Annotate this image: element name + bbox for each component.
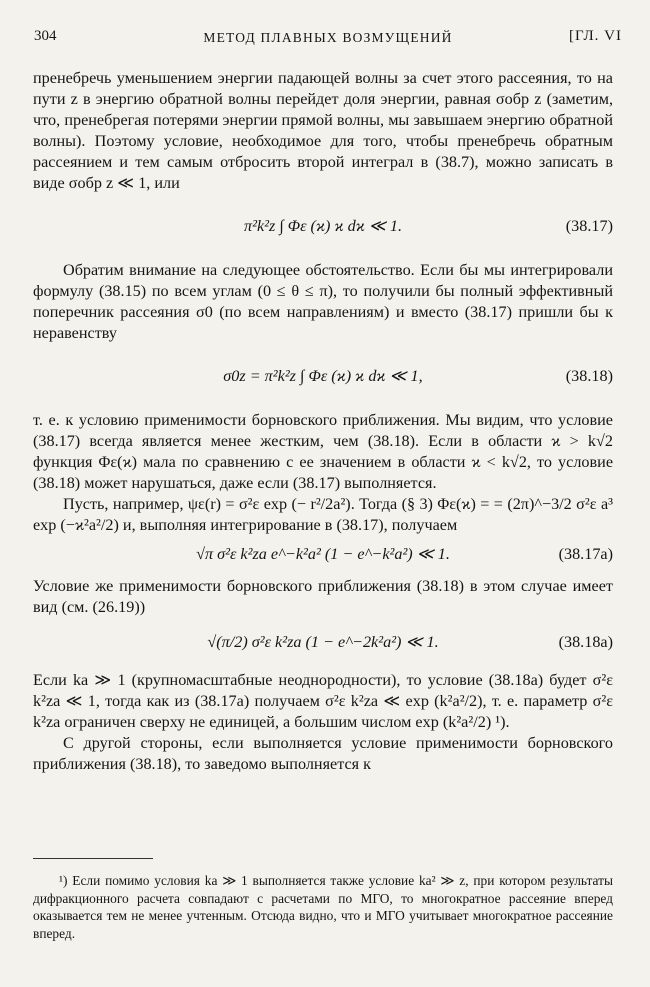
paragraph-2: Обратим внимание на следующее обстоятельство. Если бы мы интегрировали формулу (38.15) по всем углам (0 ≤ θ ≤ π), то получили бы полный эффективный поперечник рассеяния σ0 (по всем направлениям) и вместо (38.17) пришли бы к неравенству: [33, 261, 613, 342]
paragraph-1: пренебречь уменьшением энергии падающей волны за счет этого рассеяния, то на пути z в энергию обратной волны перейдет доля энергии, равная σобр z (заметим, что, пренебрегая потерями энергии прямой волны, мы завышаем энергию обратной волны). Поэтому условие, необходимое для того, чтобы пренебречь обратным рассеянием и тем самым отбросить второй интеграл в (38.7), можно записать в виде σобр z ≪ 1, или: [33, 69, 613, 192]
paragraph-7: С другой стороны, если выполняется условие применимости борновского приближения (38.18), то заведомо выполняется к: [33, 734, 613, 773]
equation-38-18a: [33, 620, 613, 664]
paragraph-3: т. е. к условию применимости борновского приближения. Мы видим, что условие (38.17) всегда является менее жестким, чем (38.18). Если в области ϰ > k√2 функция Φε(ϰ) мала по сравнению с ее значением в области ϰ < k√2, то условие (38.18) может нарушаться, даже если (38.17) выполняется.: [33, 411, 613, 492]
paragraph-5: Условие же применимости борновского приближения (38.18) в этом случае имеет вид (см. (26.19)): [33, 577, 613, 616]
page-header: [34, 28, 622, 52]
equation-38-17a: [33, 538, 613, 572]
equation-38-18: [33, 348, 613, 402]
paragraph-6: Если ka ≫ 1 (крупномасштабные неоднородности), то условие (38.18а) будет σ²ε k²za ≪ 1, тогда как из (38.17а) получаем σ²ε k²za ≪ exp (k²a²/2), т. е. параметр σ²ε k²za ограничен сверху не единицей, а большим числом exp (k²a²/2) ¹).: [33, 671, 613, 731]
footnote: ¹) Если помимо условия ka ≫ 1 выполняется также условие ka² ≫ z, при котором результаты дифракционного расчета совпадают с расчетами по МГО, то многократное рассеяние вперед оказывается тем не менее учтенным. Отсюда видно, что и МГО учитывает многократное рассеяние вперед.: [33, 873, 613, 941]
equation-number: (38.18а): [558, 633, 613, 651]
footnote-divider: [33, 858, 153, 859]
paragraph-4: Пусть, например, ψε(r) = σ²ε exp (− r²/2a²). Тогда (§ 3) Φε(ϰ) = = (2π)^−3/2 σ²ε a³ exp (−ϰ²a²/2) и, выполняя интегрирование в (38.17), получаем: [33, 495, 613, 534]
equation-expression: π²k²z ∫ Φε (ϰ) ϰ dϰ ≪ 1.: [243, 217, 403, 235]
page-number: 304: [34, 28, 57, 44]
running-title: МЕТОД ПЛАВНЫХ ВОЗМУЩЕНИЙ: [203, 30, 453, 45]
equation-expression: √(π/2) σ²ε k²za (1 − e^−2k²a²) ≪ 1.: [207, 633, 439, 651]
equation-expression: √π σ²ε k²za e^−k²a² (1 − e^−k²a²) ≪ 1.: [196, 545, 450, 563]
equation-number: (38.18): [565, 367, 613, 385]
equation-number: (38.17а): [558, 545, 613, 563]
equation-38-17: [33, 198, 613, 252]
equation-expression: σ0z = π²k²z ∫ Φε (ϰ) ϰ dϰ ≪ 1,: [223, 367, 423, 385]
chapter-label: [ГЛ. VI: [568, 28, 622, 44]
page-body: [33, 68, 613, 775]
equation-number: (38.17): [565, 217, 613, 235]
